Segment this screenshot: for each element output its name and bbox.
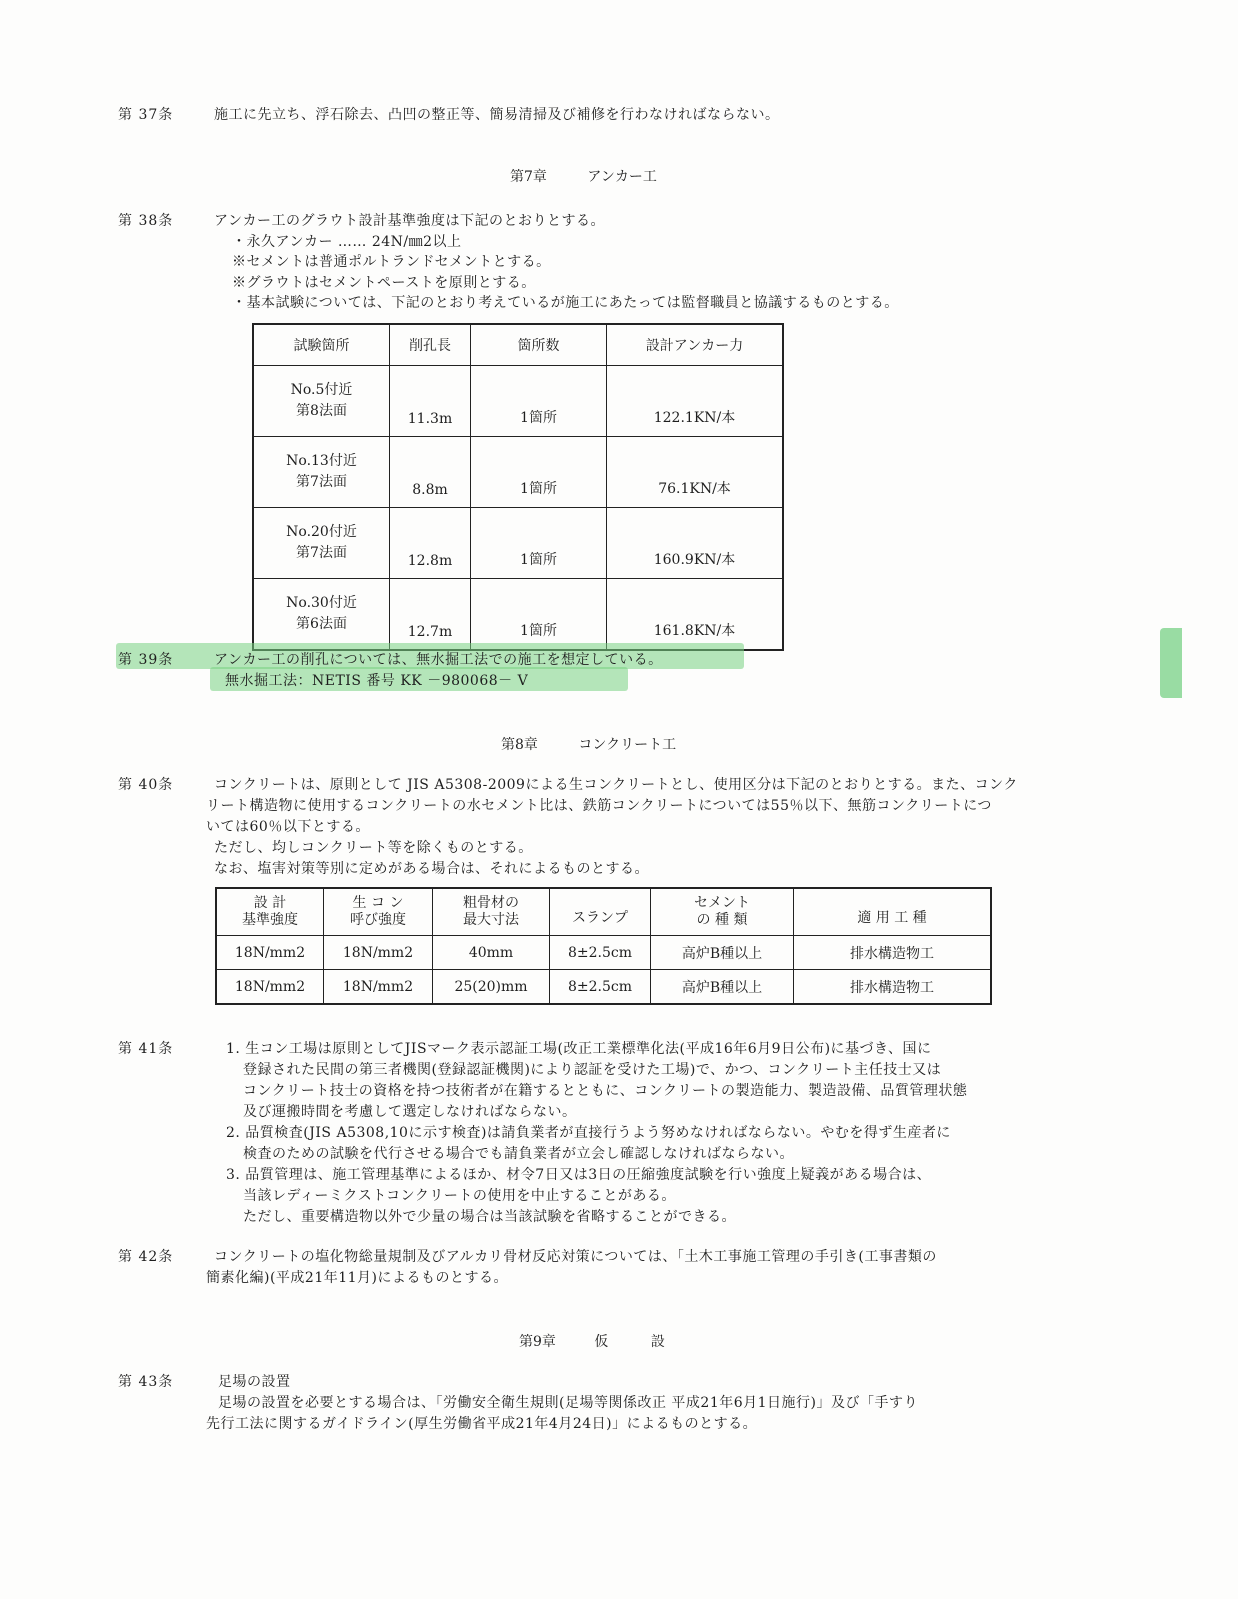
table-cell: 1箇所 [471,366,607,437]
article-38-line: ※グラウトはセメントペーストを原則とする。 [232,275,536,291]
article-41-line: 2. 品質検査(JIS A5308,10に示す検査)は請負業者が直接行うよう努めなければならない。やむを得ず生産者に [226,1125,951,1141]
table-cell: 高炉B種以上 [651,970,794,1005]
table-cell: 1箇所 [471,579,607,651]
table-cell: 18N/mm2 [324,970,433,1005]
table-row [253,366,783,437]
article-number-39: 第 39条 [118,652,174,668]
table-cell: 160.9KN/本 [607,508,784,579]
article-41-line: 検査のための試験を代行させる場合でも請負業者が立会し確認しなければならない。 [243,1146,794,1162]
table-header [794,888,992,936]
article-38-line: アンカー工のグラウト設計基準強度は下記のとおりとする。 [214,213,605,229]
header-line: の 種 類 [696,912,748,928]
concrete-spec-table [215,887,992,1005]
highlighter-edge-mark [1160,628,1182,698]
table-cell: 161.8KN/本 [607,579,784,651]
table-cell: 1箇所 [471,437,607,508]
header-line: 粗骨材の [463,895,519,911]
location-station: No.20付近 [286,524,357,540]
article-39-line: アンカー工の削孔については、無水掘工法での施工を想定している。 [214,652,663,668]
article-41-line: 登録された民間の第三者機関(登録認証機関)により認証を受けた工場)で、かつ、コンクリート主任技士又は [243,1062,942,1078]
article-39-line: 無水掘工法：NETIS 番号 KK －980068－ V [225,673,529,689]
table-header [550,888,651,936]
header-line: 適 用 工 種 [857,909,927,926]
table-header [433,888,550,936]
location-station: No.30付近 [286,595,357,611]
article-40-line: コンクリートは、原則として JIS A5308-2009による生コンクリートとし、使用区分は下記のとおりとする。また、コンク [214,777,1018,793]
table-cell: 76.1KN/本 [607,437,784,508]
table-cell: 25(20)mm [433,970,550,1005]
table-cell: 18N/mm2 [216,936,324,970]
article-number-37: 第 37条 [118,107,174,123]
article-number-38: 第 38条 [118,213,174,229]
table-cell: 排水構造物工 [794,936,992,970]
article-38-line: ※セメントは普通ポルトランドセメントとする。 [232,254,551,270]
article-41-line: 及び運搬時間を考慮して選定しなければならない。 [243,1104,577,1120]
article-number-43: 第 43条 [118,1374,174,1390]
table-cell: 8.8m [390,437,471,508]
article-40-line: いては60％以下とする。 [206,819,370,835]
article-37-text: 施工に先立ち、浮石除去、凸凹の整正等、簡易清掃及び補修を行わなければならない。 [214,107,780,123]
table-cell: 12.8m [390,508,471,579]
table-row [253,508,783,579]
article-41-line: ただし、重要構造物以外で少量の場合は当該試験を省略することができる。 [243,1209,736,1225]
chapter-9-number: 第9章 [519,1334,556,1350]
table-cell: 高炉B種以上 [651,936,794,970]
table-cell: 12.7m [390,579,471,651]
location-slope: 第8法面 [296,403,347,419]
table-cell-location [253,579,390,651]
table-header [651,888,794,936]
header-line: 呼び強度 [350,912,406,928]
chapter-8-number: 第8章 [501,737,538,753]
table-row [253,579,783,651]
table-row [216,936,991,970]
anchor-test-table [252,323,784,651]
location-slope: 第6法面 [296,616,347,632]
article-40-line: なお、塩害対策等別に定めがある場合は、それによるものとする。 [214,861,649,877]
location-slope: 第7法面 [296,474,347,490]
article-42-line: コンクリートの塩化物総量規制及びアルカリ骨材反応対策については、「土木工事施工管理の手引き(工事書類の [214,1249,937,1265]
article-38-line: ・基本試験については、下記のとおり考えているが施工にあたっては監督職員と協議するものとする。 [232,295,899,311]
chapter-8-title: コンクリート工 [578,737,677,753]
table-cell-location [253,437,390,508]
article-41-line: 1. 生コン工場は原則としてJISマーク表示認証工場(改正工業標準化法(平成16年6月9日公布)に基づき、国に [226,1041,932,1057]
table-header-row [216,888,991,936]
table-cell-location [253,366,390,437]
table-row [216,970,991,1005]
chapter-9-title-1: 仮 [594,1334,609,1350]
article-42-line: 簡素化編)(平成21年11月)によるものとする。 [206,1270,509,1286]
article-38-line: ・永久アンカー …… 24N/㎜2以上 [232,234,462,250]
article-number-42: 第 42条 [118,1249,174,1265]
table-header: 設計アンカー力 [607,324,784,366]
article-41-line: 当該レディーミクストコンクリートの使用を中止することがある。 [243,1188,676,1204]
article-40-line: ただし、均しコンクリート等を除くものとする。 [214,840,533,856]
chapter-9-title-2: 設 [650,1334,665,1350]
table-cell: 排水構造物工 [794,970,992,1005]
location-station: No.5付近 [290,382,353,398]
table-cell: 18N/mm2 [216,970,324,1005]
table-cell: 11.3m [390,366,471,437]
table-header [216,888,324,936]
table-cell-location [253,508,390,579]
article-number-40: 第 40条 [118,777,174,793]
article-40-line: リート構造物に使用するコンクリートの水セメント比は、鉄筋コンクリートについては55％以下、無筋コンクリートにつ [206,798,992,814]
header-line: 設 計 [253,895,287,911]
table-cell: 8±2.5cm [550,936,651,970]
chapter-9-heading [519,1331,665,1351]
table-cell: 18N/mm2 [324,936,433,970]
table-header: 削孔長 [390,324,471,366]
table-row [253,437,783,508]
table-header: 試験箇所 [253,324,390,366]
table-header [324,888,433,936]
chapter-7-heading [510,166,657,186]
location-slope: 第7法面 [296,545,347,561]
table-cell: 122.1KN/本 [607,366,784,437]
header-line: 最大寸法 [463,912,519,928]
header-line: 生 コ ン [352,895,404,911]
header-line: スランプ [572,909,628,926]
chapter-8-heading [501,734,676,754]
header-line: セメント [694,895,750,911]
location-station: No.13付近 [286,453,357,469]
table-cell: 1箇所 [471,508,607,579]
table-cell: 40mm [433,936,550,970]
table-header: 箇所数 [471,324,607,366]
chapter-7-number: 第7章 [510,169,547,185]
article-41-line: 3. 品質管理は、施工管理基準によるほか、材令7日又は3日の圧縮強度試験を行い強度上疑義がある場合は、 [226,1167,932,1183]
article-number-41: 第 41条 [118,1041,174,1057]
table-header-row [253,324,783,366]
article-43-line: 足場の設置を必要とする場合は、「労働安全衛生規則(足場等関係改正 平成21年6月1日施行)」及び「手すり [218,1395,919,1411]
article-43-line: 足場の設置 [218,1374,291,1390]
header-line: 基準強度 [242,912,298,928]
chapter-7-title: アンカー工 [587,169,657,185]
table-cell: 8±2.5cm [550,970,651,1005]
article-41-line: コンクリート技士の資格を持つ技術者が在籍するとともに、コンクリートの製造能力、製造設備、品質管理状態 [243,1083,968,1099]
article-43-line: 先行工法に関するガイドライン(厚生労働省平成21年4月24日)」によるものとする。 [206,1416,758,1432]
